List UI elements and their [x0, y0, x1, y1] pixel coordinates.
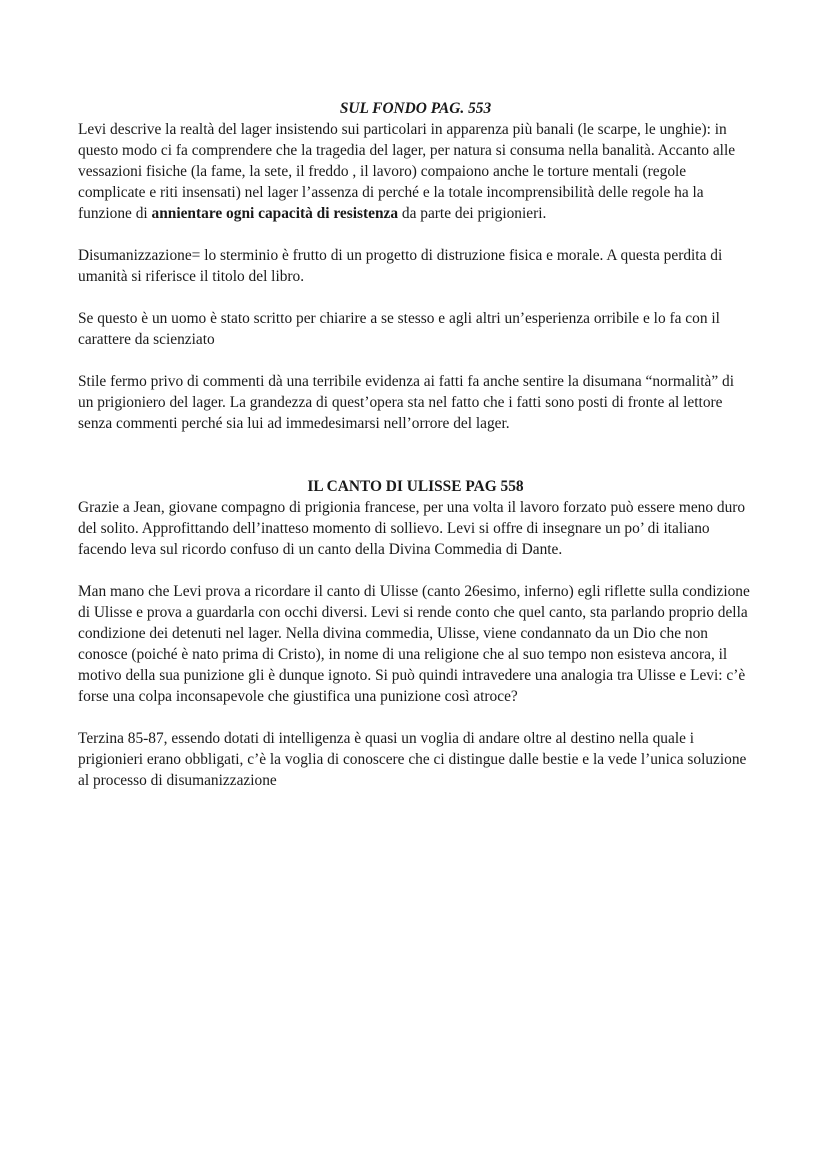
paragraph: Terzina 85-87, essendo dotati di intelligenza è quasi un voglia di andare oltre al destino nella quale i prigionieri erano obbligati, c’è la voglia di conoscere che ci distingue dalle bestie e la vede l’unica soluzione al processo di disumanizzazione	[78, 730, 747, 789]
section-title: SUL FONDO PAG. 553	[339, 100, 492, 117]
paragraph	[78, 119, 753, 224]
paragraph: Grazie a Jean, giovane compagno di prigionia francese, per una volta il lavoro forzato può essere meno duro del solito. Approfittando dell’inatteso momento di sollievo. Levi si offre di insegnare un po’ di italiano facendo leva sul ricordo confuso di un canto della Divina Commedia di Dante.	[78, 499, 746, 558]
section-canto-di-ulisse	[78, 476, 753, 791]
section-title: IL CANTO DI ULISSE PAG 558	[307, 478, 524, 495]
section-sul-fondo	[78, 98, 753, 434]
bold-phrase: annientare ogni capacità di resistenza	[151, 205, 399, 222]
paragraph-text: Levi descrive la realtà del lager insistendo sui particolari in apparenza più banali (le scarpe, le unghie): in questo modo ci fa comprendere che la tragedia del lager, per natura si consuma nella banalità. Accanto alle vessazioni fisiche (la fame, la sete, il freddo , il lavoro) compaiono anche le torture mentali (regole complicate e riti insensati) nel lager l’assenza di perché e la totale incomprensibilità delle regole ha la funzione di	[78, 121, 736, 222]
paragraph: Disumanizzazione= lo sterminio è frutto di un progetto di distruzione fisica e morale. A questa perdita di umanità si riferisce il titolo del libro.	[78, 247, 723, 285]
paragraph: Stile fermo privo di commenti dà una terribile evidenza ai fatti fa anche sentire la disumana “normalità” di un prigioniero del lager. La grandezza di quest’opera sta nel fatto che i fatti sono posti di fronte al lettore senza commenti perché sia lui ad immedesimarsi nell’orrore del lager.	[78, 373, 734, 432]
paragraph: Se questo è un uomo è stato scritto per chiarire a se stesso e agli altri un’esperienza orribile e lo fa con il carattere da scienziato	[78, 310, 720, 348]
paragraph: Man mano che Levi prova a ricordare il canto di Ulisse (canto 26esimo, inferno) egli riflette sulla condizione di Ulisse e prova a guardarla con occhi diversi. Levi si rende conto che quel canto, sta parlando proprio della condizione dei detenuti nel lager. Nella divina commedia, Ulisse, viene condannato da un Dio che non conosce (poiché è nato prima di Cristo), in nome di una religione che al suo tempo non esisteva ancora, il motivo della sua punizione gli è dunque ignoto. Si può quindi intravedere una analogia tra Ulisse e Levi: c’è forse una colpa inconsapevole che giustifica una punizione così atroce?	[78, 583, 750, 705]
document-page	[78, 98, 753, 812]
paragraph-text: da parte dei prigionieri.	[398, 205, 547, 222]
